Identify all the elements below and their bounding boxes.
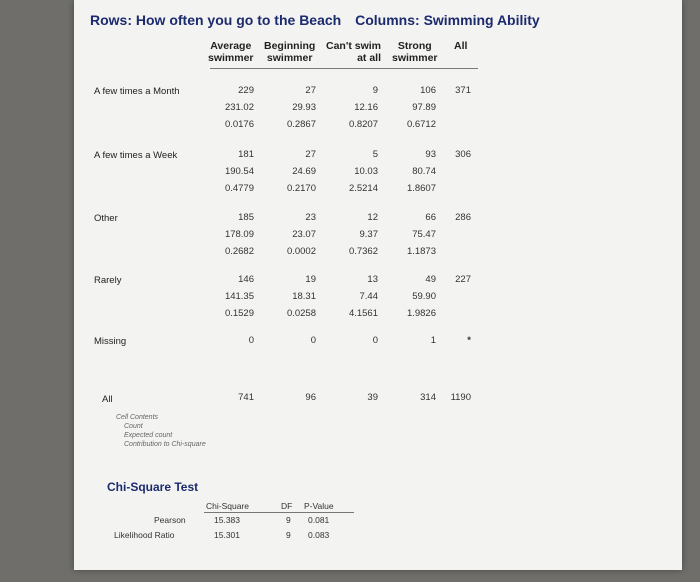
- chi-row-pvalue: 0.081: [308, 515, 330, 525]
- row-label-month: A few times a Month: [94, 86, 180, 97]
- columns-title: Columns: Swimming Ability: [355, 12, 540, 28]
- cell-missing-cant-swim: 0: [372, 335, 378, 346]
- chi-row-value: 15.383: [214, 515, 240, 525]
- row-label-all: All: [102, 394, 113, 405]
- total-month: 371: [455, 85, 471, 96]
- chi-row-value: 15.301: [214, 530, 240, 540]
- table-title: [90, 12, 540, 28]
- cell-rarely-strong: 49 59.90 1.9826: [406, 274, 436, 319]
- row-label-rarely: Rarely: [94, 275, 122, 286]
- chi-row-label: Pearson: [154, 515, 186, 525]
- cell-all-beginning: 96: [305, 392, 316, 403]
- cell-all-cant-swim: 39: [367, 392, 378, 403]
- legend-item: Contribution to Chi-square: [124, 441, 206, 448]
- chi-row-label: Likelihood Ratio: [114, 530, 175, 540]
- chi-header-pvalue: P-Value: [304, 501, 334, 511]
- cell-contents-legend: [116, 413, 206, 449]
- total-all: 1190: [450, 392, 471, 403]
- cell-week-beginning: 27 24.69 0.2170: [286, 149, 316, 194]
- chi-header-df: DF: [281, 501, 293, 511]
- cell-month-beginning: 27 29.93 0.2867: [286, 85, 316, 130]
- col-header-average: Average swimmer: [208, 40, 254, 64]
- total-rarely: 227: [455, 274, 471, 285]
- cell-all-strong: 314: [420, 392, 436, 403]
- cell-other-cant-swim: 12 9.37 0.7362: [348, 212, 378, 257]
- rows-title: Rows: How often you go to the Beach: [90, 12, 342, 28]
- chi-header-underline: [204, 512, 354, 513]
- cell-rarely-average: 146 141.35 0.1529: [224, 274, 254, 319]
- chi-row-df: 9: [286, 515, 291, 525]
- cell-rarely-beginning: 19 18.31 0.0258: [286, 274, 316, 319]
- chi-row-df: 9: [286, 530, 291, 540]
- cell-rarely-cant-swim: 13 7.44 4.1561: [348, 274, 378, 319]
- cell-other-average: 185 178.09 0.2682: [224, 212, 254, 257]
- total-missing: *: [467, 335, 471, 346]
- chi-row-pvalue: 0.083: [308, 530, 330, 540]
- cell-missing-beginning: 0: [310, 335, 316, 346]
- col-header-beginning: Beginning swimmer: [264, 40, 316, 64]
- cell-month-strong: 106 97.89 0.6712: [406, 85, 436, 130]
- col-header-cant-swim: Can't swim at all: [326, 40, 382, 64]
- legend-item: Count: [124, 423, 143, 430]
- cell-week-strong: 93 80.74 1.8607: [406, 149, 436, 194]
- cell-missing-average: 0: [248, 335, 254, 346]
- cell-other-beginning: 23 23.07 0.0002: [286, 212, 316, 257]
- total-week: 306: [455, 149, 471, 160]
- row-label-missing: Missing: [94, 336, 127, 347]
- chi-square-title: Chi-Square Test: [107, 480, 199, 494]
- total-other: 286: [455, 212, 471, 223]
- cell-all-average: 741: [238, 392, 254, 403]
- cell-month-average: 229 231.02 0.0176: [224, 85, 254, 130]
- legend-heading: Cell Contents: [116, 414, 159, 421]
- chi-header-chi: Chi-Square: [206, 501, 249, 511]
- col-header-all: All: [454, 40, 468, 52]
- row-label-week: A few times a Week: [94, 150, 178, 161]
- cell-month-cant-swim: 9 12.16 0.8207: [348, 85, 378, 130]
- cell-week-average: 181 190.54 0.4779: [224, 149, 254, 194]
- minitab-output-window: [74, 0, 682, 570]
- cell-missing-strong: 1: [430, 335, 436, 346]
- header-underline: [210, 68, 478, 69]
- cell-week-cant-swim: 5 10.03 2.5214: [348, 149, 378, 194]
- legend-item: Expected count: [124, 432, 173, 439]
- row-label-other: Other: [94, 213, 118, 224]
- col-header-strong: Strong swimmer: [392, 40, 438, 64]
- cell-other-strong: 66 75.47 1.1873: [406, 212, 436, 257]
